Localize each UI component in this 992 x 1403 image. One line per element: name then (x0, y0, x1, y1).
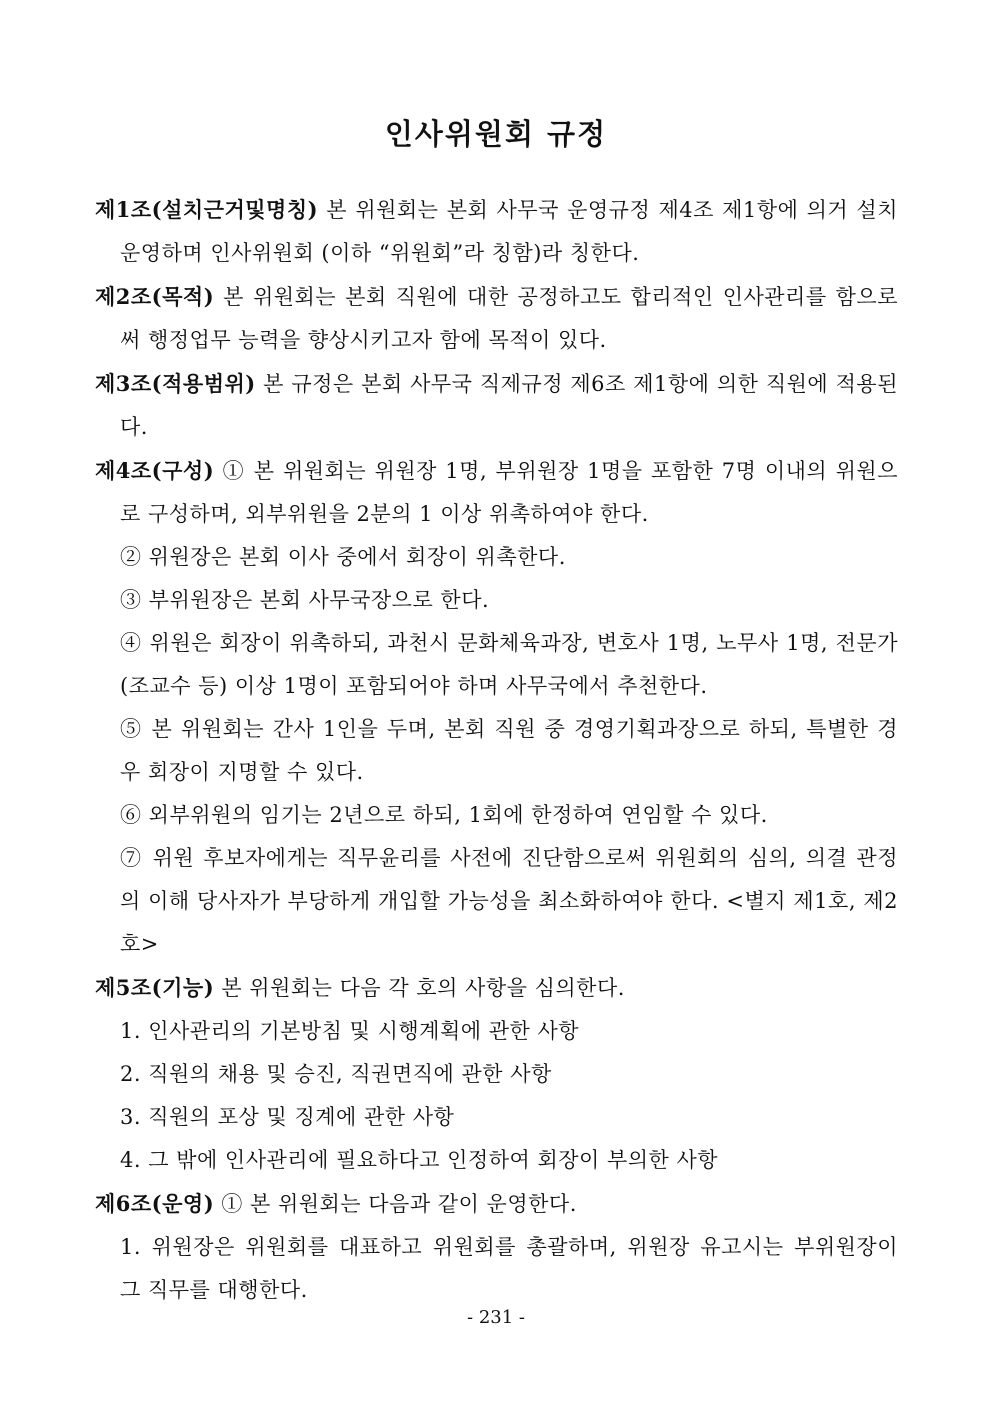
article-5-item-1: 1. 인사관리의 기본방침 및 시행계획에 관한 사항 (120, 1019, 580, 1043)
article-3-heading: 제3조(적용범위) (95, 371, 256, 396)
article-6-item-1: 1. 위원장은 위원회를 대표하고 위원회를 총괄하며, 위원장 유고시는 부위원장이 그 직무를 대행한다. (120, 1235, 898, 1302)
article-4-heading: 제4조(구성) (95, 458, 215, 483)
article-4-text: ① 본 위원회는 위원장 1명, 부위원장 1명을 포함한 7명 이내의 위원으로 구성하며, 외부위원을 2분의 1 이상 위촉하여야 한다. (120, 459, 898, 526)
article-3-text: 본 규정은 본회 사무국 직제규정 제6조 제1항에 의한 직원에 적용된다. (120, 372, 898, 439)
page-number: - 231 - (467, 1307, 525, 1328)
article-4-clause-4: ④ 위원은 회장이 위촉하되, 과천시 문화체육과장, 변호사 1명, 노무사 1명, 전문가(조교수 등) 이상 1명이 포함되어야 하며 사무국에서 추천한다. (120, 631, 898, 698)
article-6-text: ① 본 위원회는 다음과 같이 운영한다. (214, 1192, 577, 1216)
article-1-text: 본 위원회는 본회 사무국 운영규정 제4조 제1항에 의거 설치운영하며 인사위원회 (이하 “위원회”라 칭함)라 칭한다. (120, 198, 898, 265)
article-4-clause-7: ⑦ 위원 후보자에게는 직무윤리를 사전에 진단함으로써 위원회의 심의, 의결 관정의 이해 당사자가 부당하게 개입할 가능성을 최소화하여야 한다. <별지 제1호, 제2호> (120, 846, 898, 956)
article-2-heading: 제2조(목적) (95, 284, 215, 309)
article-5-heading: 제5조(기능) (95, 975, 215, 1000)
article-1-heading: 제1조(설치근거및명칭) (95, 197, 319, 222)
article-4-clause-5: ⑤ 본 위원회는 간사 1인을 두며, 본회 직원 중 경영기획과장으로 하되, 특별한 경우 회장이 지명할 수 있다. (120, 717, 898, 784)
article-1 (95, 188, 898, 275)
article-5 (95, 966, 898, 1010)
article-4 (95, 449, 898, 536)
regulation-body (95, 188, 898, 1312)
article-4-clause-6: ⑥ 외부위원의 임기는 2년으로 하되, 1회에 한정하여 연임할 수 있다. (120, 803, 768, 827)
document-title: 인사위원회 규정 (384, 117, 608, 151)
article-5-item-4: 4. 그 밖에 인사관리에 필요하다고 인정하여 회장이 부의한 사항 (120, 1148, 719, 1172)
article-2 (95, 275, 898, 362)
article-3 (95, 362, 898, 449)
article-6-heading: 제6조(운영) (95, 1191, 215, 1216)
article-6 (95, 1182, 898, 1226)
article-5-item-2: 2. 직원의 채용 및 승진, 직권면직에 관한 사항 (120, 1062, 552, 1086)
article-2-text: 본 위원회는 본회 직원에 대한 공정하고도 합리적인 인사관리를 함으로써 행정업무 능력을 향상시키고자 함에 목적이 있다. (120, 285, 898, 352)
article-4-clause-3: ③ 부위원장은 본회 사무국장으로 한다. (120, 588, 490, 612)
article-4-clause-2: ② 위원장은 본회 이사 중에서 회장이 위촉한다. (120, 545, 566, 569)
article-5-text: 본 위원회는 다음 각 호의 사항을 심의한다. (214, 976, 625, 1000)
article-5-item-3: 3. 직원의 포상 및 징계에 관한 사항 (120, 1105, 455, 1129)
